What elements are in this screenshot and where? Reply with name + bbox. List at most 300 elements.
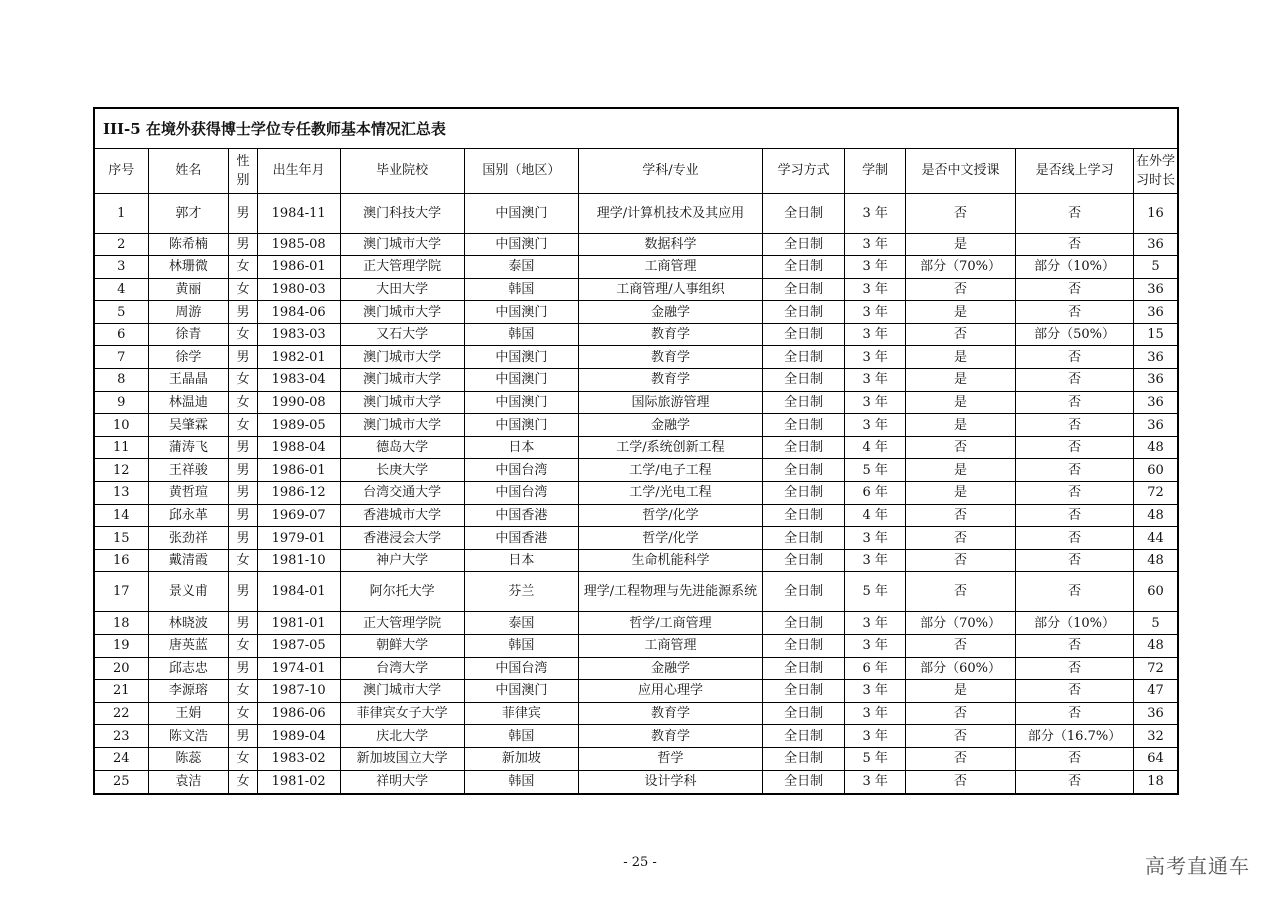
cell-time-abroad: 36: [1133, 278, 1177, 301]
cell-name: 景义甫: [148, 572, 229, 612]
cell-name: 吴肇霖: [148, 414, 229, 437]
cell-gender: 女: [229, 278, 258, 301]
cell-study-mode: 全日制: [762, 301, 845, 324]
cell-gender: 女: [229, 770, 258, 793]
header-birth: 出生年月: [257, 149, 340, 193]
cell-name: 陈蕊: [148, 747, 229, 770]
cell-seq: 4: [95, 278, 148, 301]
cell-name: 袁洁: [148, 770, 229, 793]
cell-study-mode: 全日制: [762, 549, 845, 572]
cell-name: 郭才: [148, 193, 229, 233]
cell-chinese-teaching: 否: [905, 193, 1015, 233]
header-study-mode: 学习方式: [762, 149, 845, 193]
cell-country: 芬兰: [464, 572, 579, 612]
cell-birth: 1984-11: [257, 193, 340, 233]
cell-gender: 女: [229, 549, 258, 572]
cell-country: 中国澳门: [464, 233, 579, 256]
header-online-study: 是否线上学习: [1016, 149, 1134, 193]
cell-online-study: 否: [1016, 301, 1134, 324]
cell-major: 生命机能科学: [579, 549, 763, 572]
cell-seq: 1: [95, 193, 148, 233]
cell-school: 又石大学: [340, 323, 464, 346]
cell-major: 教育学: [579, 702, 763, 725]
table-row: [95, 256, 1177, 279]
cell-name: 唐英蓝: [148, 635, 229, 658]
cell-country: 泰国: [464, 256, 579, 279]
cell-major: 金融学: [579, 657, 763, 680]
cell-chinese-teaching: 是: [905, 233, 1015, 256]
cell-seq: 22: [95, 702, 148, 725]
cell-gender: 男: [229, 612, 258, 635]
cell-duration: 4 年: [845, 436, 905, 459]
cell-birth: 1974-01: [257, 657, 340, 680]
cell-name: 林珊微: [148, 256, 229, 279]
cell-birth: 1988-04: [257, 436, 340, 459]
cell-online-study: 部分（50%）: [1016, 323, 1134, 346]
cell-birth: 1985-08: [257, 233, 340, 256]
cell-school: 祥明大学: [340, 770, 464, 793]
cell-online-study: 否: [1016, 391, 1134, 414]
cell-birth: 1987-10: [257, 680, 340, 703]
cell-school: 庆北大学: [340, 725, 464, 748]
cell-major: 工学/光电工程: [579, 482, 763, 505]
cell-duration: 3 年: [845, 549, 905, 572]
table-row: [95, 680, 1177, 703]
table-row: [95, 436, 1177, 459]
table-row: [95, 323, 1177, 346]
table-body: [95, 193, 1177, 793]
header-chinese-teaching: 是否中文授课: [905, 149, 1015, 193]
cell-chinese-teaching: 是: [905, 482, 1015, 505]
cell-time-abroad: 36: [1133, 301, 1177, 324]
cell-major: 哲学/化学: [579, 527, 763, 550]
cell-birth: 1982-01: [257, 346, 340, 369]
cell-name: 黄哲瑄: [148, 482, 229, 505]
cell-duration: 4 年: [845, 504, 905, 527]
cell-study-mode: 全日制: [762, 657, 845, 680]
cell-birth: 1980-03: [257, 278, 340, 301]
cell-country: 中国香港: [464, 504, 579, 527]
cell-gender: 女: [229, 391, 258, 414]
cell-online-study: 否: [1016, 436, 1134, 459]
cell-school: 新加坡国立大学: [340, 747, 464, 770]
cell-seq: 16: [95, 549, 148, 572]
cell-name: 徐学: [148, 346, 229, 369]
cell-major: 理学/计算机技术及其应用: [579, 193, 763, 233]
cell-seq: 17: [95, 572, 148, 612]
cell-study-mode: 全日制: [762, 436, 845, 459]
cell-chinese-teaching: 否: [905, 436, 1015, 459]
header-gender: 性别: [229, 149, 258, 193]
cell-country: 韩国: [464, 323, 579, 346]
header-duration: 学制: [845, 149, 905, 193]
cell-birth: 1990-08: [257, 391, 340, 414]
cell-gender: 女: [229, 702, 258, 725]
cell-time-abroad: 36: [1133, 346, 1177, 369]
cell-online-study: 否: [1016, 770, 1134, 793]
cell-duration: 3 年: [845, 346, 905, 369]
cell-online-study: 否: [1016, 549, 1134, 572]
cell-school: 长庚大学: [340, 459, 464, 482]
cell-duration: 3 年: [845, 233, 905, 256]
cell-duration: 5 年: [845, 747, 905, 770]
table-row: [95, 702, 1177, 725]
cell-time-abroad: 15: [1133, 323, 1177, 346]
cell-major: 国际旅游管理: [579, 391, 763, 414]
cell-chinese-teaching: 部分（70%）: [905, 612, 1015, 635]
cell-gender: 男: [229, 482, 258, 505]
cell-major: 设计学科: [579, 770, 763, 793]
cell-country: 中国澳门: [464, 193, 579, 233]
cell-chinese-teaching: 否: [905, 770, 1015, 793]
cell-gender: 女: [229, 256, 258, 279]
cell-major: 哲学/工商管理: [579, 612, 763, 635]
cell-chinese-teaching: 是: [905, 680, 1015, 703]
cell-online-study: 否: [1016, 680, 1134, 703]
cell-online-study: 否: [1016, 459, 1134, 482]
cell-seq: 9: [95, 391, 148, 414]
cell-gender: 女: [229, 414, 258, 437]
cell-seq: 19: [95, 635, 148, 658]
table-row: [95, 747, 1177, 770]
cell-birth: 1986-01: [257, 459, 340, 482]
cell-name: 林温迪: [148, 391, 229, 414]
cell-time-abroad: 44: [1133, 527, 1177, 550]
cell-birth: 1969-07: [257, 504, 340, 527]
cell-seq: 6: [95, 323, 148, 346]
cell-seq: 18: [95, 612, 148, 635]
cell-time-abroad: 72: [1133, 657, 1177, 680]
cell-school: 澳门城市大学: [340, 369, 464, 392]
cell-chinese-teaching: 否: [905, 278, 1015, 301]
cell-online-study: 否: [1016, 278, 1134, 301]
cell-time-abroad: 48: [1133, 504, 1177, 527]
cell-seq: 24: [95, 747, 148, 770]
cell-study-mode: 全日制: [762, 725, 845, 748]
cell-online-study: 否: [1016, 504, 1134, 527]
cell-chinese-teaching: 是: [905, 346, 1015, 369]
cell-duration: 3 年: [845, 278, 905, 301]
cell-birth: 1983-03: [257, 323, 340, 346]
cell-study-mode: 全日制: [762, 459, 845, 482]
cell-name: 戴清霞: [148, 549, 229, 572]
cell-school: 澳门城市大学: [340, 346, 464, 369]
cell-name: 张劲祥: [148, 527, 229, 550]
table-row: [95, 233, 1177, 256]
table-row: [95, 369, 1177, 392]
cell-country: 新加坡: [464, 747, 579, 770]
cell-seq: 12: [95, 459, 148, 482]
cell-time-abroad: 32: [1133, 725, 1177, 748]
cell-chinese-teaching: 否: [905, 702, 1015, 725]
table-row: [95, 278, 1177, 301]
cell-duration: 3 年: [845, 391, 905, 414]
table-row: [95, 459, 1177, 482]
cell-major: 哲学: [579, 747, 763, 770]
cell-duration: 3 年: [845, 680, 905, 703]
table-row: [95, 414, 1177, 437]
cell-gender: 男: [229, 459, 258, 482]
cell-birth: 1979-01: [257, 527, 340, 550]
cell-chinese-teaching: 否: [905, 725, 1015, 748]
cell-gender: 男: [229, 527, 258, 550]
cell-time-abroad: 64: [1133, 747, 1177, 770]
cell-gender: 男: [229, 572, 258, 612]
cell-online-study: 部分（10%）: [1016, 256, 1134, 279]
cell-gender: 男: [229, 301, 258, 324]
cell-seq: 5: [95, 301, 148, 324]
cell-birth: 1984-01: [257, 572, 340, 612]
table-row: [95, 301, 1177, 324]
cell-duration: 3 年: [845, 635, 905, 658]
cell-online-study: 否: [1016, 747, 1134, 770]
cell-study-mode: 全日制: [762, 527, 845, 550]
cell-chinese-teaching: 是: [905, 369, 1015, 392]
cell-study-mode: 全日制: [762, 747, 845, 770]
table-row: [95, 770, 1177, 793]
cell-seq: 23: [95, 725, 148, 748]
cell-country: 中国澳门: [464, 301, 579, 324]
cell-chinese-teaching: 否: [905, 323, 1015, 346]
cell-name: 林晓波: [148, 612, 229, 635]
cell-duration: 3 年: [845, 612, 905, 635]
cell-gender: 男: [229, 193, 258, 233]
cell-school: 澳门城市大学: [340, 391, 464, 414]
cell-time-abroad: 5: [1133, 612, 1177, 635]
cell-chinese-teaching: 是: [905, 459, 1015, 482]
cell-gender: 男: [229, 657, 258, 680]
watermark: 高考直通车: [1145, 854, 1250, 878]
cell-name: 邱志忠: [148, 657, 229, 680]
cell-school: 澳门城市大学: [340, 680, 464, 703]
cell-country: 中国澳门: [464, 346, 579, 369]
cell-online-study: 否: [1016, 572, 1134, 612]
cell-major: 教育学: [579, 369, 763, 392]
cell-gender: 女: [229, 635, 258, 658]
cell-duration: 3 年: [845, 256, 905, 279]
table-title: III-5 在境外获得博士学位专任教师基本情况汇总表: [95, 109, 1177, 149]
cell-seq: 13: [95, 482, 148, 505]
cell-gender: 男: [229, 346, 258, 369]
cell-name: 王娟: [148, 702, 229, 725]
cell-online-study: 否: [1016, 346, 1134, 369]
teacher-table: [95, 149, 1177, 793]
cell-birth: 1981-10: [257, 549, 340, 572]
cell-time-abroad: 48: [1133, 635, 1177, 658]
cell-study-mode: 全日制: [762, 680, 845, 703]
cell-study-mode: 全日制: [762, 414, 845, 437]
cell-duration: 3 年: [845, 725, 905, 748]
cell-school: 澳门城市大学: [340, 233, 464, 256]
cell-time-abroad: 48: [1133, 549, 1177, 572]
cell-online-study: 否: [1016, 657, 1134, 680]
cell-school: 香港城市大学: [340, 504, 464, 527]
cell-major: 工学/电子工程: [579, 459, 763, 482]
table-row: [95, 572, 1177, 612]
cell-time-abroad: 36: [1133, 369, 1177, 392]
cell-birth: 1986-12: [257, 482, 340, 505]
cell-name: 邱永革: [148, 504, 229, 527]
cell-birth: 1989-04: [257, 725, 340, 748]
cell-name: 王晶晶: [148, 369, 229, 392]
cell-country: 韩国: [464, 278, 579, 301]
cell-duration: 3 年: [845, 702, 905, 725]
cell-seq: 2: [95, 233, 148, 256]
cell-school: 菲律宾女子大学: [340, 702, 464, 725]
cell-study-mode: 全日制: [762, 572, 845, 612]
cell-duration: 5 年: [845, 459, 905, 482]
cell-online-study: 部分（16.7%）: [1016, 725, 1134, 748]
cell-country: 菲律宾: [464, 702, 579, 725]
cell-chinese-teaching: 否: [905, 504, 1015, 527]
table-row: [95, 549, 1177, 572]
cell-study-mode: 全日制: [762, 323, 845, 346]
cell-birth: 1987-05: [257, 635, 340, 658]
table-row: [95, 193, 1177, 233]
cell-duration: 6 年: [845, 657, 905, 680]
cell-study-mode: 全日制: [762, 346, 845, 369]
cell-online-study: 否: [1016, 482, 1134, 505]
cell-birth: 1984-06: [257, 301, 340, 324]
cell-name: 陈文浩: [148, 725, 229, 748]
cell-school: 朝鲜大学: [340, 635, 464, 658]
cell-name: 蒲涛飞: [148, 436, 229, 459]
cell-gender: 男: [229, 504, 258, 527]
cell-major: 教育学: [579, 346, 763, 369]
cell-major: 教育学: [579, 725, 763, 748]
cell-seq: 25: [95, 770, 148, 793]
cell-seq: 21: [95, 680, 148, 703]
cell-duration: 3 年: [845, 193, 905, 233]
cell-school: 澳门城市大学: [340, 301, 464, 324]
cell-major: 工商管理/人事组织: [579, 278, 763, 301]
cell-gender: 女: [229, 323, 258, 346]
cell-duration: 3 年: [845, 301, 905, 324]
cell-major: 哲学/化学: [579, 504, 763, 527]
cell-birth: 1983-02: [257, 747, 340, 770]
cell-name: 黄丽: [148, 278, 229, 301]
cell-online-study: 否: [1016, 635, 1134, 658]
cell-time-abroad: 36: [1133, 391, 1177, 414]
cell-time-abroad: 5: [1133, 256, 1177, 279]
cell-country: 中国澳门: [464, 391, 579, 414]
cell-time-abroad: 60: [1133, 459, 1177, 482]
cell-major: 金融学: [579, 301, 763, 324]
cell-gender: 女: [229, 680, 258, 703]
cell-country: 中国台湾: [464, 657, 579, 680]
cell-time-abroad: 60: [1133, 572, 1177, 612]
header-major: 学科/专业: [579, 149, 763, 193]
cell-major: 理学/工程物理与先进能源系统: [579, 572, 763, 612]
cell-name: 徐青: [148, 323, 229, 346]
cell-chinese-teaching: 是: [905, 414, 1015, 437]
cell-gender: 男: [229, 725, 258, 748]
cell-study-mode: 全日制: [762, 702, 845, 725]
cell-country: 日本: [464, 549, 579, 572]
cell-chinese-teaching: 否: [905, 747, 1015, 770]
cell-study-mode: 全日制: [762, 391, 845, 414]
cell-school: 台湾交通大学: [340, 482, 464, 505]
cell-time-abroad: 47: [1133, 680, 1177, 703]
cell-birth: 1981-02: [257, 770, 340, 793]
table-row: [95, 504, 1177, 527]
cell-time-abroad: 36: [1133, 233, 1177, 256]
cell-study-mode: 全日制: [762, 233, 845, 256]
cell-gender: 女: [229, 747, 258, 770]
cell-study-mode: 全日制: [762, 504, 845, 527]
cell-country: 中国台湾: [464, 482, 579, 505]
cell-school: 德岛大学: [340, 436, 464, 459]
cell-chinese-teaching: 否: [905, 635, 1015, 658]
cell-school: 澳门城市大学: [340, 414, 464, 437]
cell-seq: 10: [95, 414, 148, 437]
cell-major: 教育学: [579, 323, 763, 346]
table-row: [95, 657, 1177, 680]
cell-school: 台湾大学: [340, 657, 464, 680]
table-row: [95, 612, 1177, 635]
cell-study-mode: 全日制: [762, 635, 845, 658]
cell-study-mode: 全日制: [762, 369, 845, 392]
cell-online-study: 部分（10%）: [1016, 612, 1134, 635]
cell-school: 香港浸会大学: [340, 527, 464, 550]
cell-time-abroad: 48: [1133, 436, 1177, 459]
header-country: 国别（地区）: [464, 149, 579, 193]
cell-time-abroad: 18: [1133, 770, 1177, 793]
cell-chinese-teaching: 否: [905, 572, 1015, 612]
cell-seq: 11: [95, 436, 148, 459]
cell-duration: 3 年: [845, 414, 905, 437]
cell-birth: 1983-04: [257, 369, 340, 392]
cell-time-abroad: 16: [1133, 193, 1177, 233]
cell-major: 金融学: [579, 414, 763, 437]
cell-chinese-teaching: 是: [905, 301, 1015, 324]
cell-chinese-teaching: 否: [905, 549, 1015, 572]
cell-gender: 男: [229, 436, 258, 459]
table-row: [95, 527, 1177, 550]
cell-seq: 8: [95, 369, 148, 392]
cell-country: 中国澳门: [464, 369, 579, 392]
cell-seq: 3: [95, 256, 148, 279]
cell-duration: 6 年: [845, 482, 905, 505]
cell-seq: 15: [95, 527, 148, 550]
table-row: [95, 391, 1177, 414]
cell-country: 韩国: [464, 725, 579, 748]
cell-seq: 14: [95, 504, 148, 527]
cell-study-mode: 全日制: [762, 193, 845, 233]
cell-country: 中国台湾: [464, 459, 579, 482]
table-header-row: [95, 149, 1177, 193]
cell-online-study: 否: [1016, 702, 1134, 725]
cell-gender: 男: [229, 233, 258, 256]
cell-study-mode: 全日制: [762, 612, 845, 635]
cell-country: 中国香港: [464, 527, 579, 550]
cell-school: 神户大学: [340, 549, 464, 572]
cell-time-abroad: 72: [1133, 482, 1177, 505]
cell-online-study: 否: [1016, 527, 1134, 550]
cell-country: 韩国: [464, 635, 579, 658]
cell-chinese-teaching: 否: [905, 527, 1015, 550]
cell-study-mode: 全日制: [762, 278, 845, 301]
cell-major: 工学/系统创新工程: [579, 436, 763, 459]
cell-name: 陈希楠: [148, 233, 229, 256]
cell-time-abroad: 36: [1133, 702, 1177, 725]
cell-country: 韩国: [464, 770, 579, 793]
cell-duration: 3 年: [845, 770, 905, 793]
cell-name: 李源瑢: [148, 680, 229, 703]
cell-seq: 20: [95, 657, 148, 680]
table-row: [95, 635, 1177, 658]
cell-study-mode: 全日制: [762, 482, 845, 505]
